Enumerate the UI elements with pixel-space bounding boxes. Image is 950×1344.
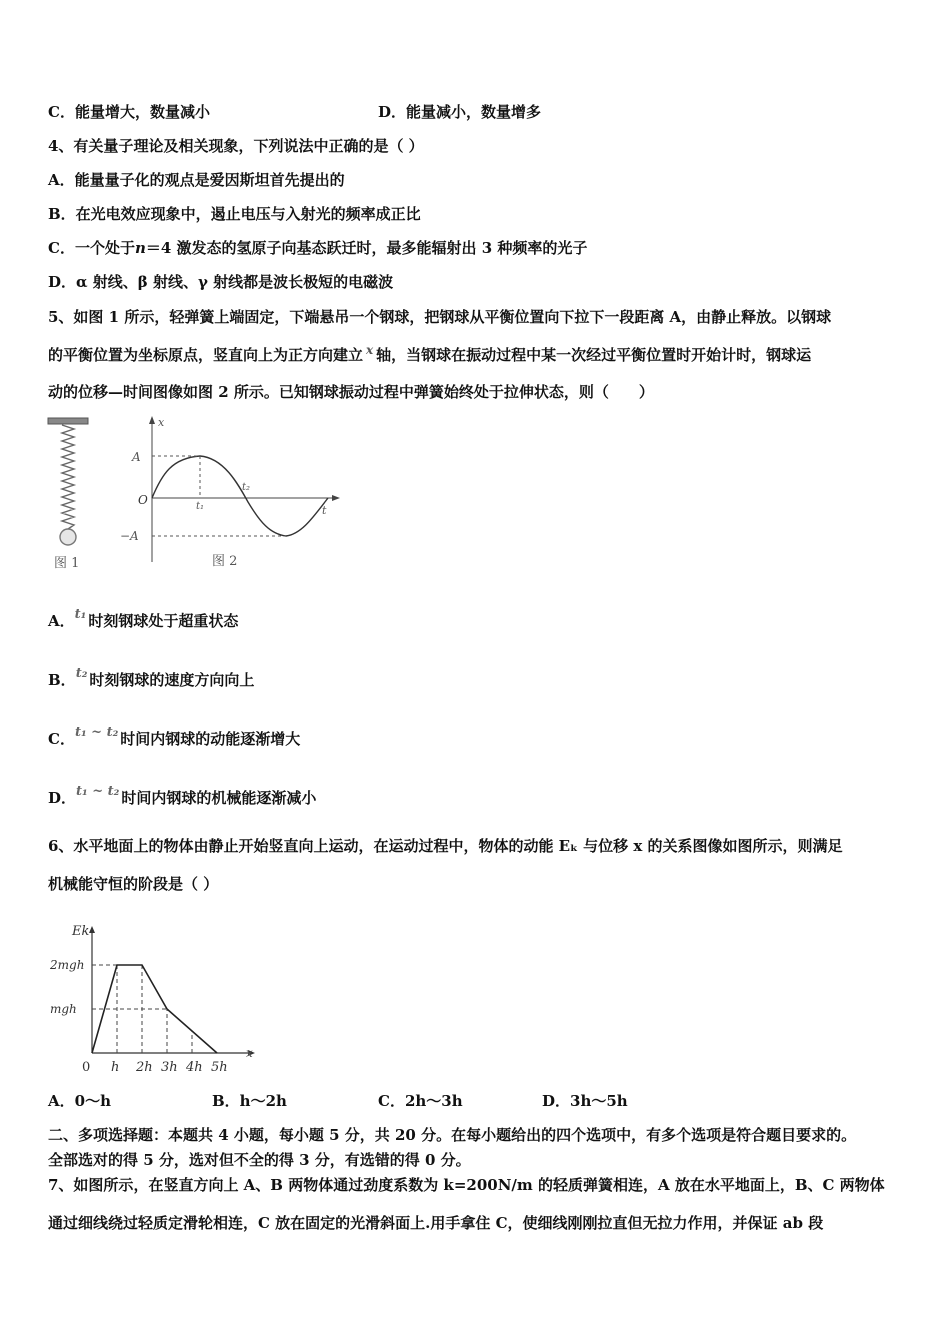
q4-c-n: n [134,239,146,257]
q5-a-symbol: t₁ [74,607,87,622]
q4-stem: 4、有关量子理论及相关现象，下列说法中正确的是（ ） [48,137,424,155]
q3-option-c: C．能量增大，数量减小 [48,103,210,121]
x-tick-label: 2h [136,1060,153,1075]
q5-line-2 [48,345,811,366]
x-tick-label: 4h [186,1060,203,1075]
figure-2-caption: 图 2 [212,554,238,569]
section-2-line-2: 全部选对的得 5 分，选对但不全的得 3 分，有选错的得 0 分。 [48,1151,471,1169]
figure-1-caption: 图 1 [54,556,80,571]
q5-l2-prefix: 的平衡位置为坐标原点，竖直向上为正方向建立 [48,346,364,364]
q6-option-a: A．0～h [48,1092,111,1110]
ceiling-bar [48,418,88,424]
q4-option-c [48,238,587,258]
q5-option-a [48,607,239,633]
q6-option-c: C．2h～3h [378,1092,463,1110]
q5-a-label: A． [48,612,75,630]
q6-line-1: 6、水平地面上的物体由静止开始竖直向上运动，在运动过程中，物体的动能 Eₖ 与位移 x 的关系图像如图所示，则满足 [48,837,843,855]
label-t: t [322,504,327,517]
figure-2-xt-graph [110,412,350,572]
spring-coils [62,425,74,529]
t-axis-arrow [332,495,340,501]
label-A: A [132,450,141,464]
q5-c-text: 时间内钢球的动能逐渐增大 [120,730,301,748]
steel-ball [60,529,76,545]
y-tick-label: 2mgh [50,958,85,972]
q5-line-3: 动的位移—时间图像如图 2 所示。已知钢球振动过程中弹簧始终处于拉伸状态，则（ ） [48,383,654,401]
x-axis-label: x [246,1046,253,1060]
ek-curve [92,965,217,1053]
q5-option-b [48,666,255,692]
q5-l2-x-symbol: x [366,343,374,357]
q5-l2-suffix: 轴，当钢球在振动过程中某一次经过平衡位置时开始计时，钢球运 [376,346,812,364]
label-negA: −A [120,529,139,543]
y-axis-label: Ek [72,924,90,939]
q5-b-symbol: t₂ [75,666,88,681]
q4-option-b: B．在光电效应现象中，遏止电压与入射光的频率成正比 [48,205,421,223]
x-tick-label: 3h [161,1060,178,1075]
q5-line-1: 5、如图 1 所示，轻弹簧上端固定，下端悬吊一个钢球，把钢球从平衡位置向下拉下一段距离 A，由静止释放。以钢球 [48,308,832,326]
label-t1: t₁ [196,501,205,512]
label-O: O [138,493,148,507]
y-tick-label: mgh [50,1002,77,1016]
q5-a-text: 时刻钢球处于超重状态 [88,612,239,630]
q7-line-2: 通过细线绕过轻质定滑轮相连，C 放在固定的光滑斜面上.用手拿住 C，使细线刚刚拉直但无拉力作用，并保证 ab 段 [48,1214,824,1232]
q5-b-text: 时刻钢球的速度方向向上 [89,671,255,689]
q6-option-d: D．3h～5h [542,1092,628,1110]
q5-option-c [48,725,301,751]
x-tick-label: 5h [211,1060,228,1075]
q6-line-2: 机械能守恒的阶段是（ ） [48,875,219,893]
q4-c-suffix: ＝4 激发态的氢原子向基态跃迁时，最多能辐射出 3 种频率的光子 [145,239,588,257]
q7-line-1: 7、如图所示，在竖直方向上 A、B 两物体通过劲度系数为 k=200N/m 的轻质弹簧相连，A 放在水平地面上，B、C 两物体 [48,1176,885,1194]
q3-option-d: D．能量减小，数量增多 [378,103,542,121]
q5-c-label: C． [48,730,75,748]
q5-d-symbol: t₁ ~ t₂ [76,784,120,799]
q5-c-symbol: t₁ ~ t₂ [74,725,119,740]
y-axis-arrow [89,926,95,933]
x-tick-label: h [111,1060,120,1075]
q5-option-d [48,784,317,810]
ek-x-chart [44,905,264,1075]
q5-d-text: 时间内钢球的机械能逐渐减小 [121,789,317,807]
q4-option-d: D．α 射线、β 射线、γ 射线都是波长极短的电磁波 [48,273,394,291]
label-t2: t₂ [242,482,251,493]
x-axis-arrow [149,416,155,424]
q5-b-label: B． [48,671,76,689]
q4-c-prefix: C．一个处于 [48,239,135,257]
x-tick-label: 0 [82,1060,91,1075]
q5-d-label: D． [48,789,77,807]
section-2-line-1: 二、多项选择题：本题共 4 小题，每小题 5 分，共 20 分。在每小题给出的四个选项中，有多个选项是符合题目要求的。 [48,1126,857,1144]
label-x: x [158,416,165,429]
figure-1-spring [40,415,100,575]
sine-curve [152,456,328,536]
q4-option-a: A．能量量子化的观点是爱因斯坦首先提出的 [48,171,345,189]
q6-option-b: B．h～2h [212,1092,287,1110]
